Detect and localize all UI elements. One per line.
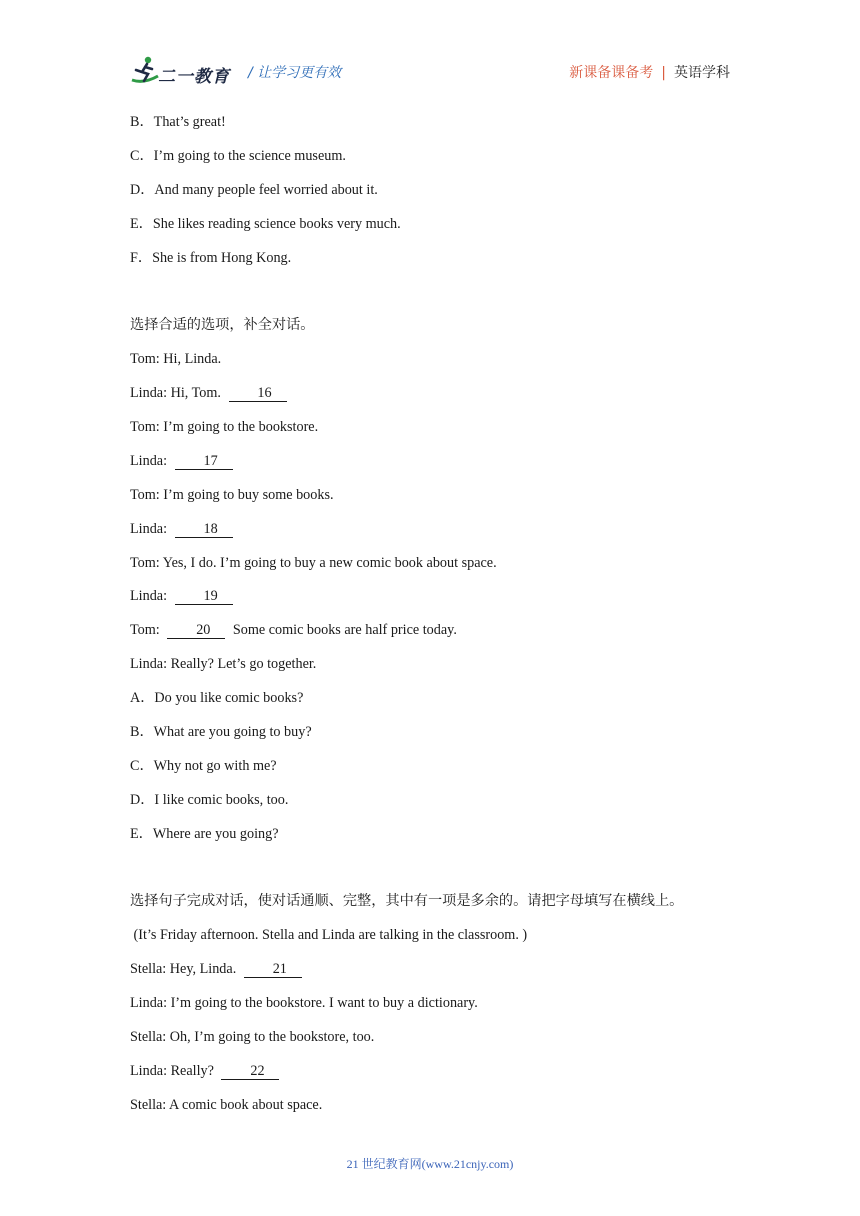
blank-17[interactable]: 17 [175,453,233,470]
option-line: D．And many people feel worried about it. [130,181,378,198]
option-line: C．Why not go with me? [130,757,277,774]
option-line: E．She likes reading science books very much. [130,215,401,232]
section-instruction: 选择句子完成对话，使对话通顺、完整，其中有一项是多余的。请把字母填写在横线上。 [130,893,684,910]
dialogue-line: Linda: Really? Let’s go together. [130,656,317,673]
blank-19[interactable]: 19 [175,588,233,605]
dialogue-line: Linda: Really? 22 [130,1058,730,1092]
dialogue-line: Tom: Hi, Linda. [130,351,222,368]
dialogue-line: Tom: I’m going to buy some books. [130,486,334,503]
blank-22[interactable]: 22 [221,1063,279,1080]
option-line: C．I’m going to the science museum. [130,147,346,164]
dialogue-line: Linda: Hi, Tom. 16 [130,380,730,414]
tag-course-prep: 新课备课备考 [569,65,654,81]
slogan: / 让学习更有效 [248,65,342,81]
blank-18[interactable]: 18 [175,521,233,538]
header-separator: | [661,65,666,81]
logo-text: 二一教育 [158,67,230,87]
runner-logo-icon [130,54,160,86]
blank-21[interactable]: 21 [244,961,302,978]
page-footer: 21 世纪教育网(www.21cnjy.com) [346,1157,514,1171]
header-tags [569,62,730,82]
dialogue-line: Tom: I’m going to the bookstore. [130,419,319,436]
context-line: (It’s Friday afternoon. Stella and Linda are talking in the classroom. ) [130,927,528,944]
dialogue-line: Linda: 18 [130,516,730,550]
document-body [130,109,730,1126]
dialogue-line: Tom: 20 Some comic books are half price today. [130,622,457,639]
option-line: D．I like comic books, too. [130,791,289,808]
option-line: E．Where are you going? [130,825,279,842]
dialogue-line: Stella: A comic book about space. [130,1096,323,1113]
page-header [130,54,730,90]
dialogue-line: Stella: Oh, I’m going to the bookstore, too. [130,1029,375,1046]
blank-16[interactable]: 16 [229,385,287,402]
blank-20[interactable]: 20 [167,622,225,639]
option-line: B．That’s great! [130,114,226,130]
dialogue-line: Stella: Hey, Linda. 21 [130,956,730,990]
option-line: A．Do you like comic books? [130,690,304,707]
section-instruction: 选择合适的选项，补全对话。 [130,317,315,334]
option-line: F．She is from Hong Kong. [130,249,292,266]
dialogue-line: Linda: 19 [130,583,730,617]
logo [130,54,240,90]
dialogue-line: Tom: Yes, I do. I’m going to buy a new comic book about space. [130,554,497,571]
tag-subject: 英语学科 [674,65,730,81]
dialogue-line: Linda: I’m going to the bookstore. I want to buy a dictionary. [130,995,478,1012]
option-line: B．What are you going to buy? [130,724,312,741]
dialogue-line: Linda: 17 [130,448,730,482]
